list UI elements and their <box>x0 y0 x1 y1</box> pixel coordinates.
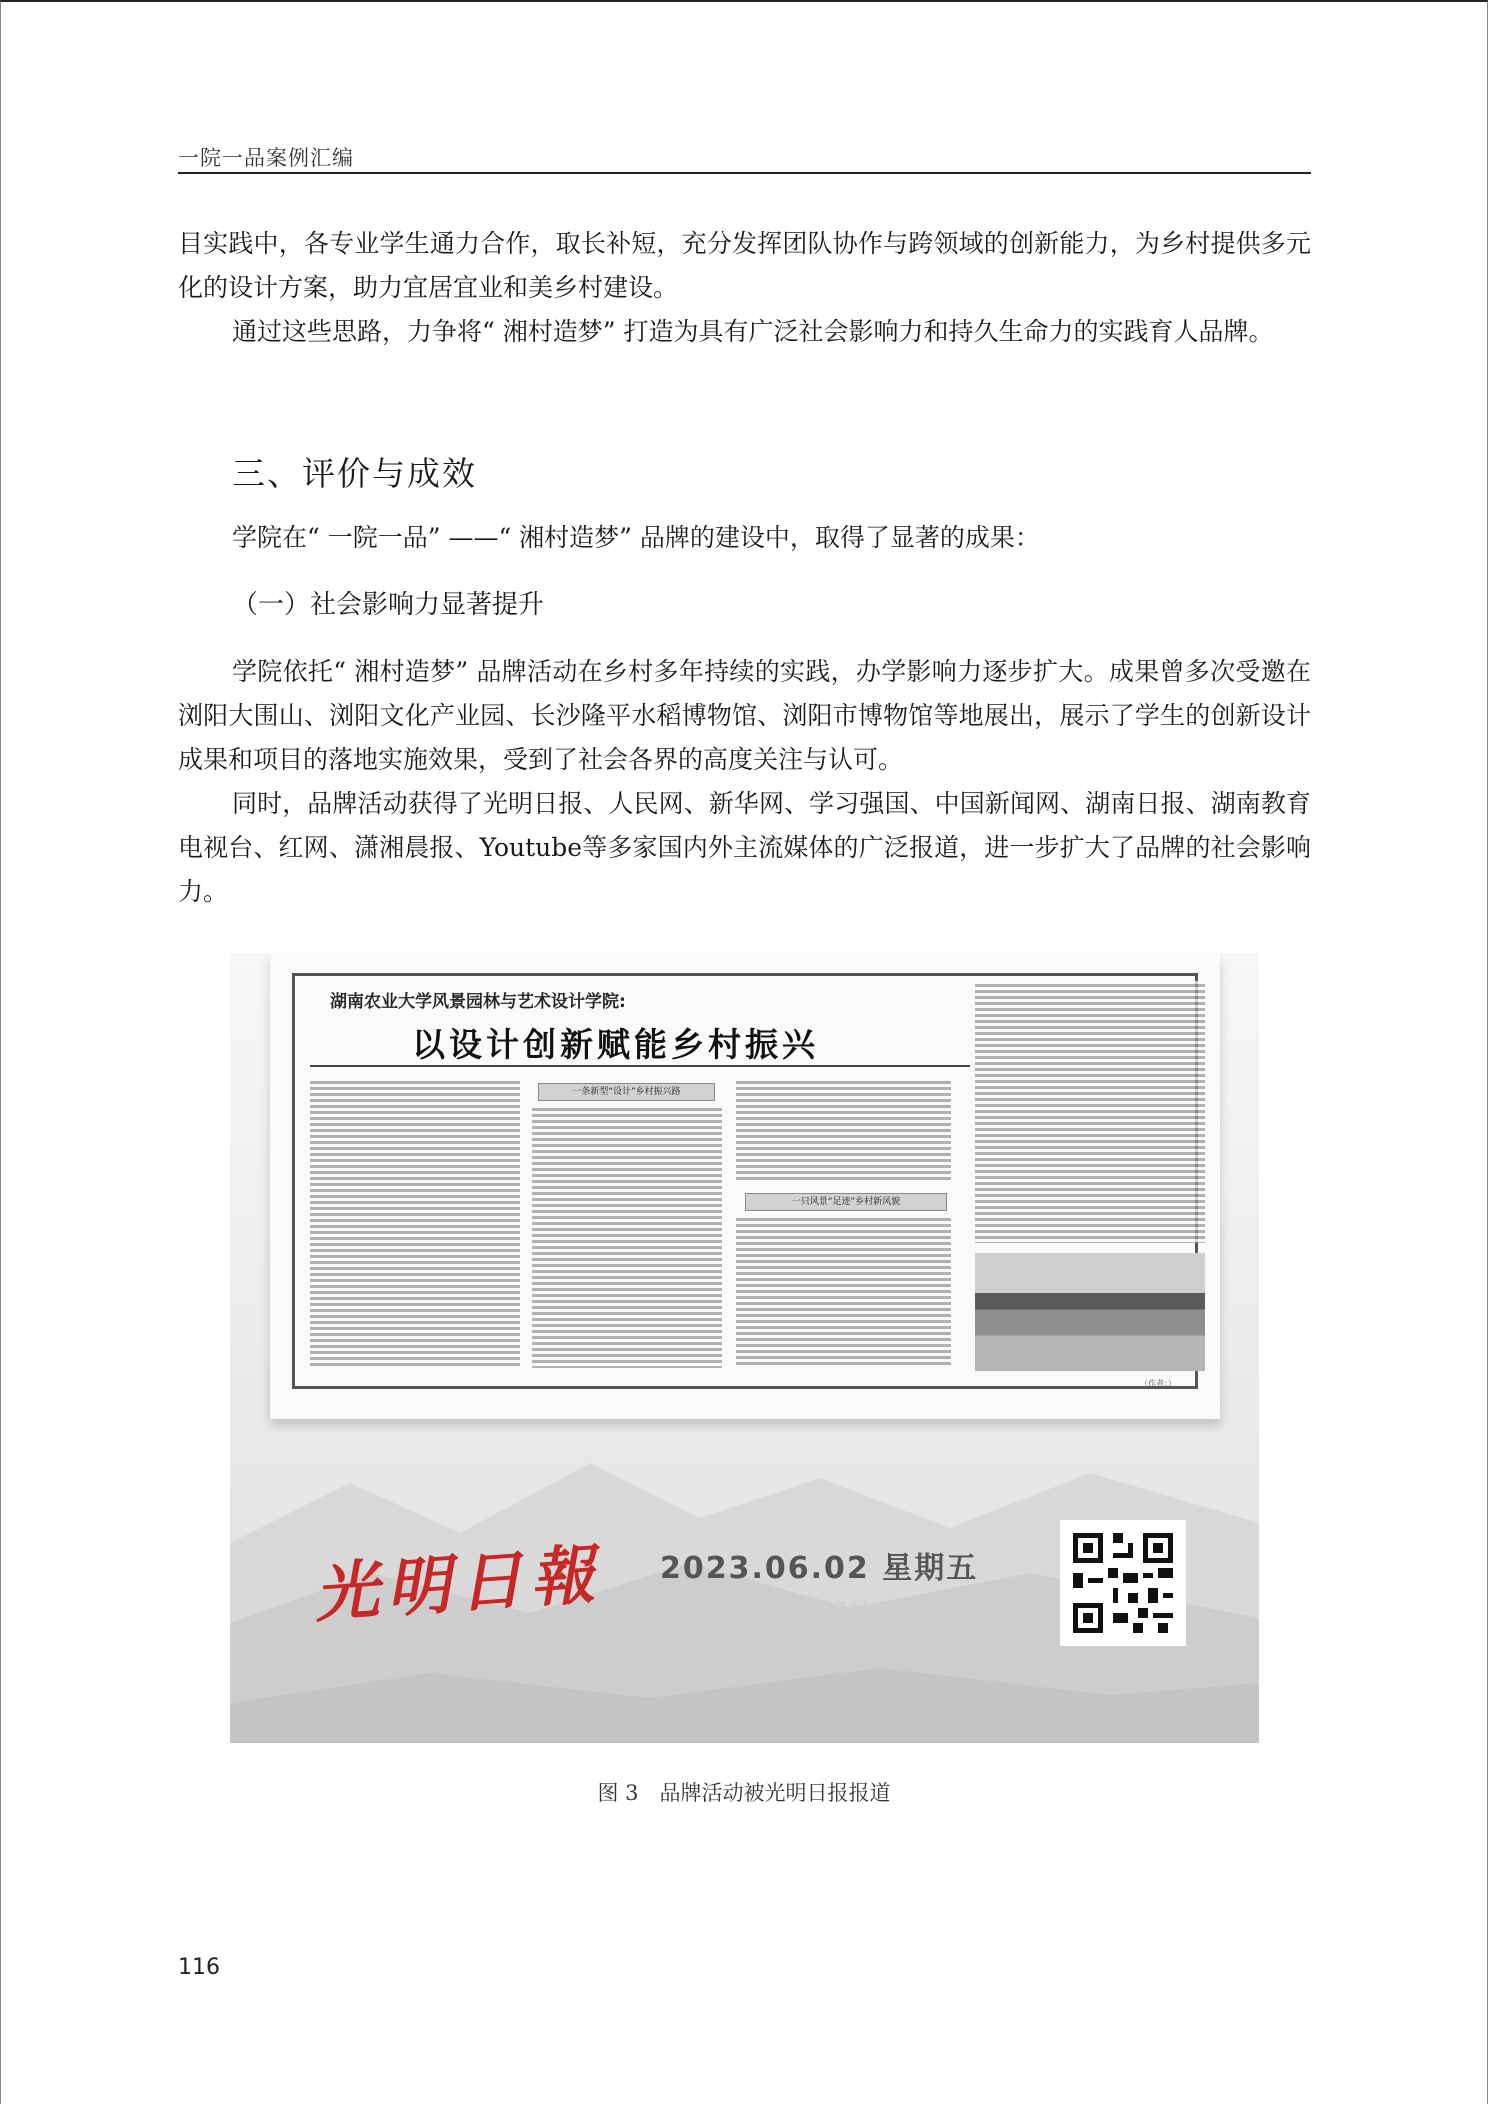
newspaper-rule <box>310 1065 970 1067</box>
photo-credit: （作者：） <box>1140 1379 1176 1388</box>
newspaper-slogan: 知识分子掌上精神家园 <box>660 1599 930 1627</box>
paragraph: 学院在“ 一院一品” ——“ 湘村造梦” 品牌的建设中，取得了显著的成果： <box>232 523 1040 552</box>
newspaper-column <box>532 1105 722 1368</box>
header-rule <box>178 172 1311 174</box>
running-header: 一院一品案例汇编 <box>178 146 354 170</box>
paragraph: 目实践中，各专业学生通力合作，取长补短，充分发挥团队协作与跨领域的创新能力，为乡村提供多元化的设计方案，助力宜居宜业和美乡村建设。 <box>178 229 1311 302</box>
qr-code-icon <box>1060 1520 1186 1646</box>
newspaper-page <box>270 953 1220 1419</box>
newspaper-column <box>975 981 1205 1243</box>
newspaper-figure <box>230 953 1259 1743</box>
paragraph: 通过这些思路，力争将“ 湘村造梦” 打造为具有广泛社会影响力和持久生命力的实践育人品牌。 <box>232 317 1274 346</box>
newspaper-subhead: 一只风景“足迹”乡村新风貌 <box>745 1193 947 1211</box>
guangming-daily-logo: 光明日報 <box>312 1537 605 1632</box>
newspaper-column <box>736 1215 951 1368</box>
page-number: 116 <box>178 1955 220 1980</box>
paragraph: 同时，品牌活动获得了光明日报、人民网、新华网、学习强国、中国新闻网、湖南日报、湖南教育电视台、红网、潇湘晨报、Youtube等多家国内外主流媒体的广泛报道，进一步扩大了品牌的社会影响力。 <box>178 789 1311 906</box>
newspaper-headline: 以设计创新赋能乡村振兴 <box>412 1025 819 1064</box>
newspaper-subhead: 一条新型“设计”乡村振兴路 <box>538 1083 715 1101</box>
subsection-heading: （一）社会影响力显著提升 <box>232 590 545 620</box>
paragraph: 学院依托“ 湘村造梦” 品牌活动在乡村多年持续的实践，办学影响力逐步扩大。成果曾多次受邀在浏阳大围山、浏阳文化产业园、长沙隆平水稻博物馆、浏阳市博物馆等地展出，展示了学生的创新设计成果和项目的落地实施效果，受到了社会各界的高度关注与认可。 <box>178 657 1311 774</box>
newspaper-photo <box>975 1253 1205 1371</box>
newspaper-column <box>310 1078 520 1368</box>
section-heading: 三、评价与成效 <box>232 454 477 493</box>
newspaper-kicker: 湖南农业大学风景园林与艺术设计学院: <box>330 992 626 1012</box>
newspaper-date: 2023.06.02 星期五 <box>660 1551 979 1586</box>
body-block-top <box>178 222 1311 354</box>
body-block-main <box>178 650 1311 914</box>
newspaper-column <box>736 1078 951 1183</box>
section-intro <box>232 516 1311 560</box>
figure-caption: 图 3 品牌活动被光明日报报道 <box>597 1781 891 1805</box>
